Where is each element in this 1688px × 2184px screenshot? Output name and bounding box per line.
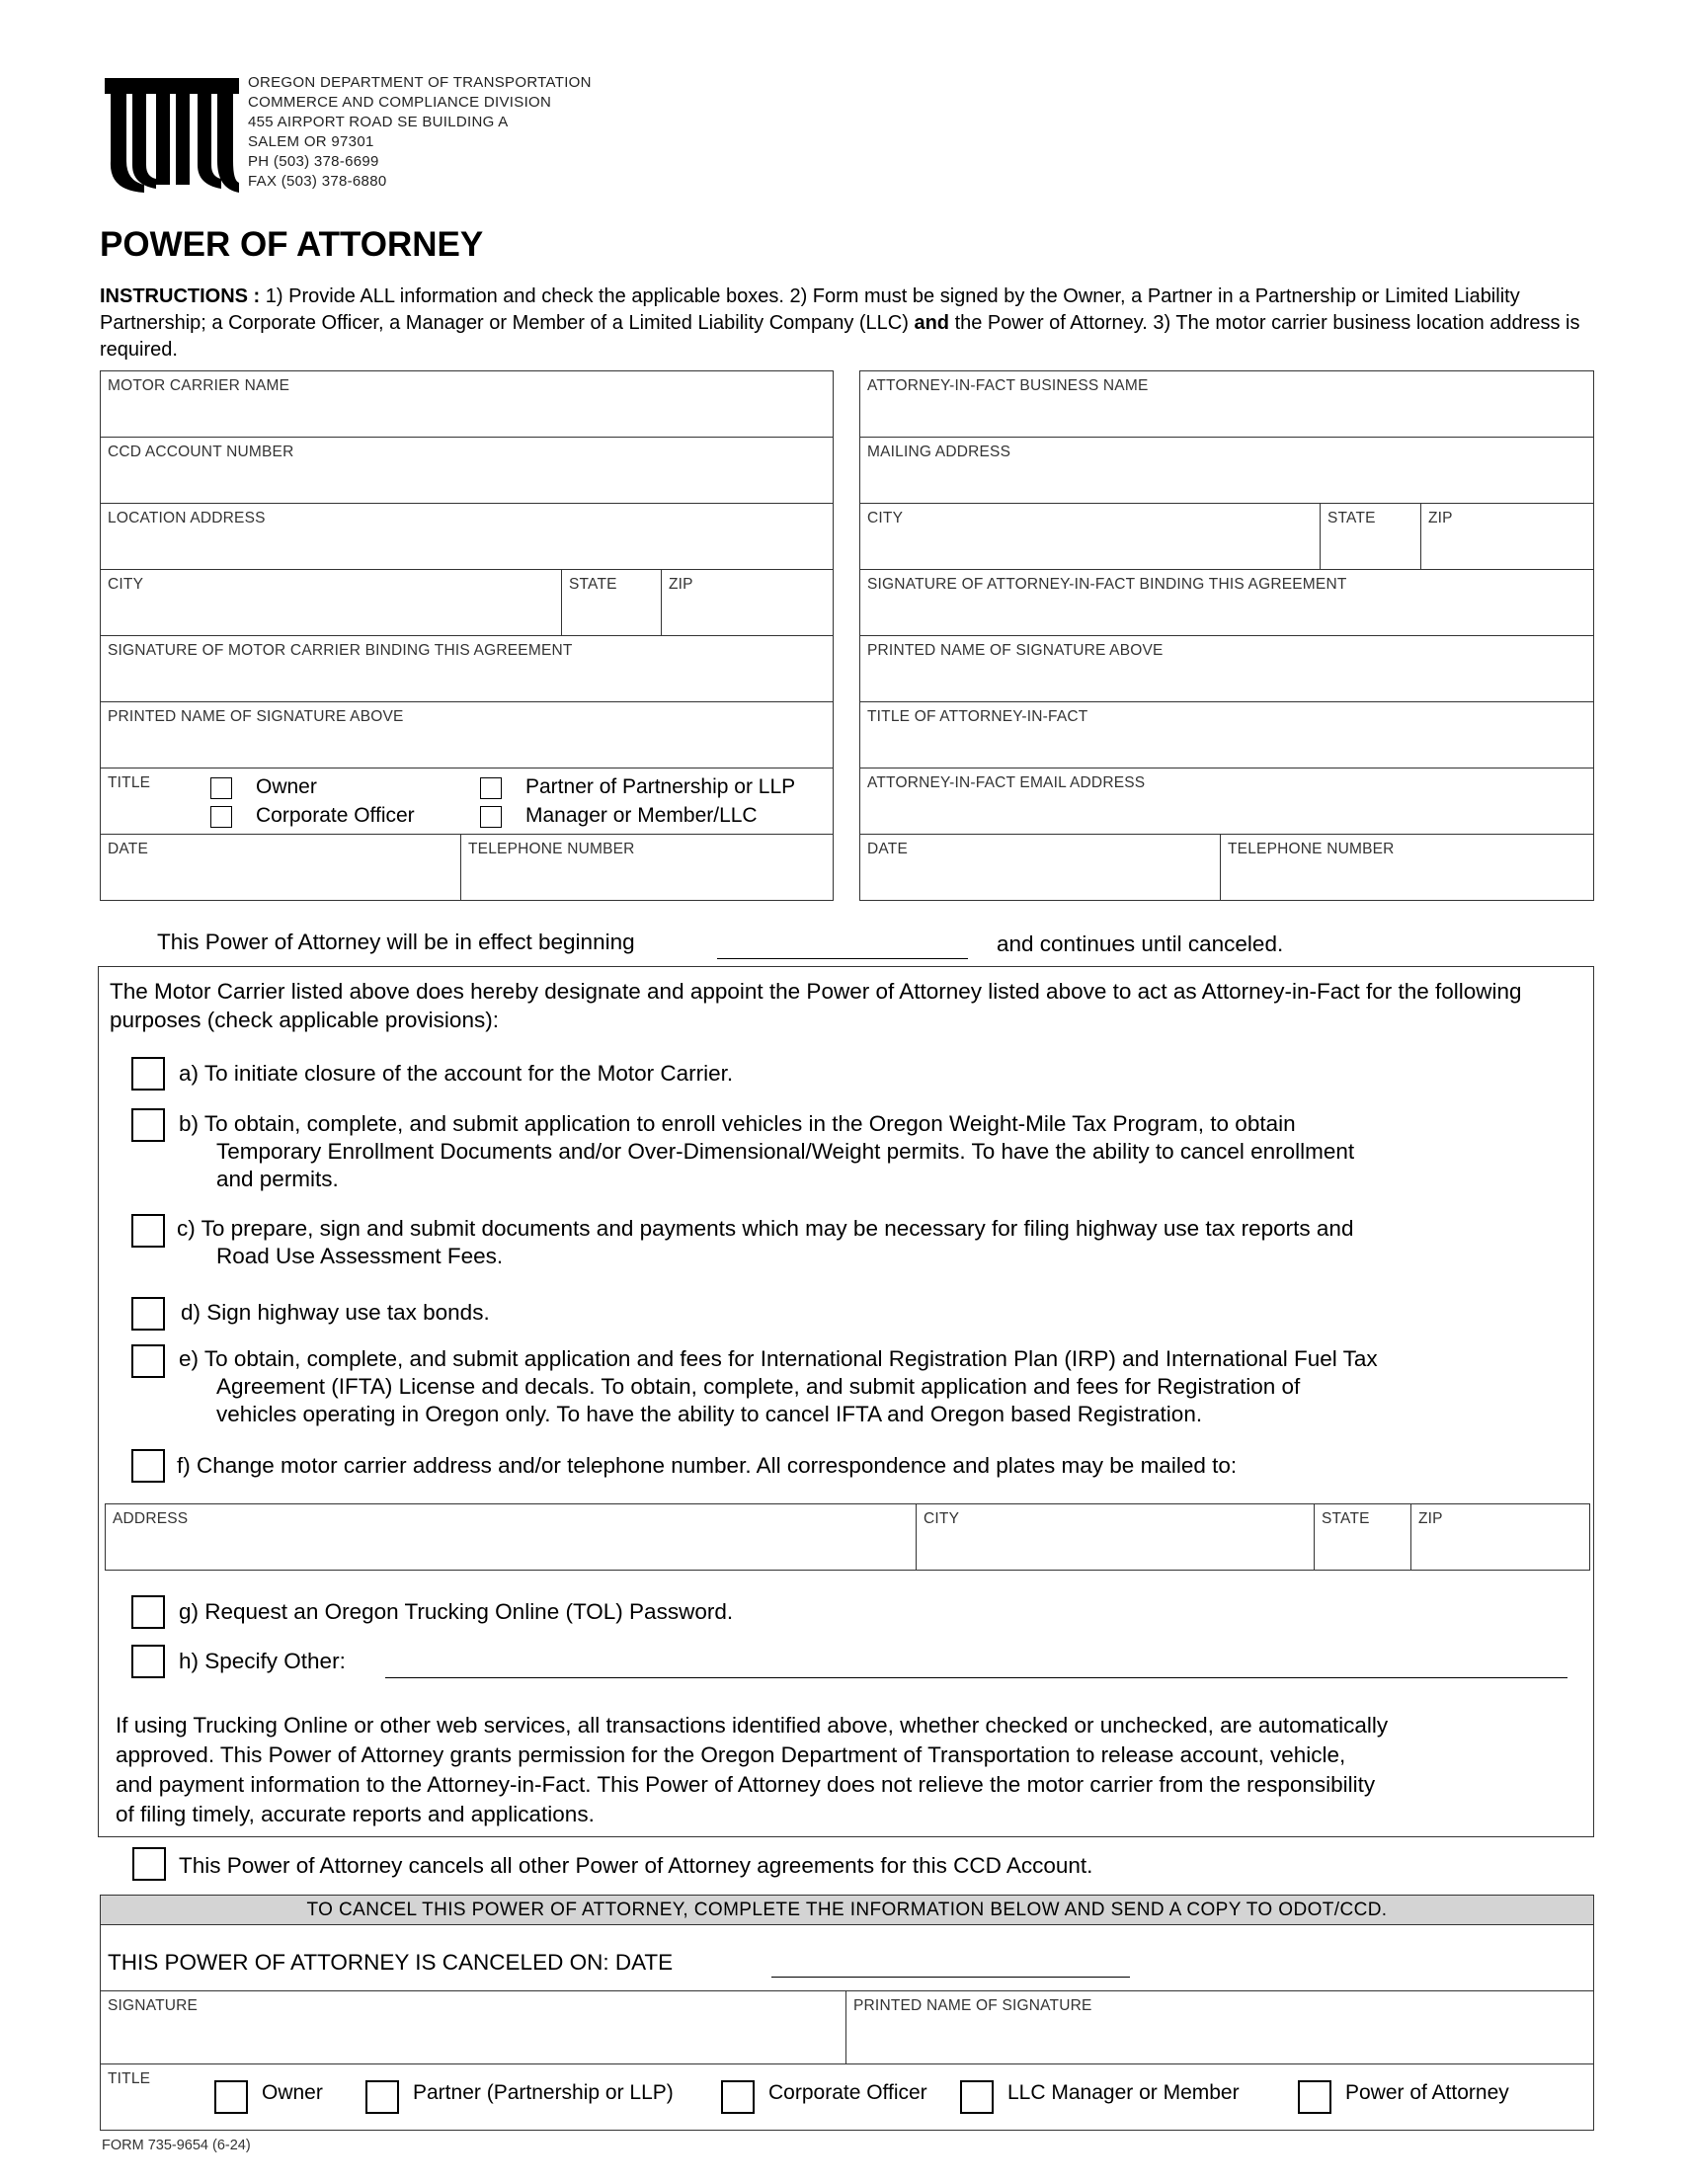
field-label: CCD ACCOUNT NUMBER — [108, 444, 294, 460]
carrier-telephone-field[interactable] — [460, 834, 834, 901]
odot-logo — [103, 74, 241, 198]
corporate-officer-checkbox[interactable] — [210, 806, 232, 828]
provision-h-checkbox[interactable] — [131, 1645, 165, 1678]
field-label: ZIP — [1418, 1510, 1443, 1527]
provision-b-checkbox[interactable] — [131, 1108, 165, 1142]
attorney-email-field[interactable] — [859, 768, 1594, 835]
provision-a-text: a) To initiate closure of the account for the Motor Carrier. — [179, 1061, 734, 1086]
cancel-date-input[interactable] — [771, 1951, 1130, 1978]
provision-c-checkbox[interactable] — [131, 1214, 165, 1248]
cancel-poa-checkbox[interactable] — [1298, 2080, 1331, 2114]
cancels-all-checkbox[interactable] — [132, 1847, 166, 1881]
agency-line: 455 AIRPORT ROAD SE BUILDING A — [248, 114, 509, 130]
instructions-and: and — [914, 312, 950, 334]
provision-g-checkbox[interactable] — [131, 1595, 165, 1629]
field-label: PRINTED NAME OF SIGNATURE ABOVE — [108, 708, 404, 725]
provision-f-text: f) Change motor carrier address and/or telephone number. All correspondence and plates may be mailed to: — [177, 1453, 1238, 1478]
effect-text-start: This Power of Attorney will be in effect beginning — [157, 930, 635, 954]
provision-c-line-2: Road Use Assessment Fees. — [216, 1244, 504, 1268]
field-label: TITLE OF ATTORNEY-IN-FACT — [867, 708, 1088, 725]
field-label: MOTOR CARRIER NAME — [108, 377, 290, 394]
effect-text-end: and continues until canceled. — [997, 931, 1284, 956]
partner-label: Partner of Partnership or LLP — [525, 775, 796, 798]
attorney-signature-field[interactable] — [859, 569, 1594, 636]
agency-line: SALEM OR 97301 — [248, 133, 374, 150]
ccd-account-number-field[interactable] — [100, 437, 834, 504]
designation-footer-line: and payment information to the Attorney-in-Fact. This Power of Attorney does not relieve the motor carrier from the responsibility — [116, 1772, 1376, 1797]
attorney-city-field[interactable] — [859, 503, 1321, 570]
provision-g-text: g) Request an Oregon Trucking Online (TOL) Password. — [179, 1599, 734, 1624]
manager-member-checkbox[interactable] — [480, 806, 502, 828]
provision-b-line-2: Temporary Enrollment Documents and/or Over-Dimensional/Weight permits. To have the ability to cancel enrollment — [216, 1139, 1355, 1164]
field-label: CITY — [108, 576, 144, 593]
field-label: ADDRESS — [113, 1510, 189, 1527]
cancel-title-row — [100, 2063, 1594, 2131]
agency-line: OREGON DEPARTMENT OF TRANSPORTATION — [248, 74, 592, 91]
attorney-telephone-field[interactable] — [1220, 834, 1594, 901]
field-label: SIGNATURE OF MOTOR CARRIER BINDING THIS AGREEMENT — [108, 642, 573, 659]
mailing-state-field[interactable] — [1314, 1503, 1411, 1571]
attorney-printed-name-field[interactable] — [859, 635, 1594, 702]
instructions-lead: INSTRUCTIONS : — [100, 285, 261, 307]
owner-label: Owner — [256, 775, 317, 798]
designation-intro: The Motor Carrier listed above does hereby designate and appoint the Power of Attorney listed above to act as Attorney-in-Fact for the following purposes (check applicable provisions): — [110, 979, 1522, 1032]
field-label: PRINTED NAME OF SIGNATURE ABOVE — [867, 642, 1164, 659]
field-label: STATE — [1327, 510, 1376, 526]
effect-date-input[interactable] — [717, 932, 968, 959]
instructions-text-1: 1) Provide ALL information and check the applicable boxes. 2) Form must be signed by the Owner, a Partner in a Partnership or Limited Liability Partnership; a Corporate Officer, a Manager or Member of a Limited Liability Company (LLC) — [100, 285, 1520, 334]
carrier-city-field[interactable] — [100, 569, 562, 636]
form-number: FORM 735-9654 (6-24) — [102, 2138, 251, 2153]
specify-other-input[interactable] — [385, 1652, 1567, 1678]
instructions-text-2: the Power of Attorney. 3) The motor carrier business location address is required. — [100, 312, 1580, 361]
field-label: PRINTED NAME OF SIGNATURE — [853, 1997, 1092, 2014]
instructions — [100, 283, 1601, 364]
cancel-date-row — [100, 1924, 1594, 1991]
provision-f-checkbox[interactable] — [131, 1449, 165, 1483]
mailing-zip-field[interactable] — [1410, 1503, 1590, 1571]
motor-carrier-name-field[interactable] — [100, 370, 834, 438]
cancel-printed-name-field[interactable] — [845, 1990, 1594, 2064]
attorney-title-field[interactable] — [859, 701, 1594, 768]
location-address-field[interactable] — [100, 503, 834, 570]
cancel-owner-label: Owner — [262, 2081, 323, 2104]
agency-line: COMMERCE AND COMPLIANCE DIVISION — [248, 94, 552, 111]
attorney-date-field[interactable] — [859, 834, 1221, 901]
provision-c-line-1: c) To prepare, sign and submit documents and payments which may be necessary for filing highway use tax reports and — [177, 1216, 1354, 1241]
cancel-corporate-officer-label: Corporate Officer — [768, 2081, 927, 2104]
owner-checkbox[interactable] — [210, 777, 232, 799]
agency-header — [248, 73, 592, 192]
field-label: TITLE — [108, 774, 151, 791]
carrier-printed-name-field[interactable] — [100, 701, 834, 768]
field-label: MAILING ADDRESS — [867, 444, 1011, 460]
cancels-all-text: This Power of Attorney cancels all other Power of Attorney agreements for this CCD Account. — [179, 1853, 1093, 1878]
attorney-state-field[interactable] — [1320, 503, 1421, 570]
agency-line: FAX (503) 378-6880 — [248, 173, 387, 190]
cancel-owner-checkbox[interactable] — [214, 2080, 248, 2114]
field-label: SIGNATURE OF ATTORNEY-IN-FACT BINDING THIS AGREEMENT — [867, 576, 1347, 593]
field-label: TELEPHONE NUMBER — [468, 841, 635, 857]
provision-e-line-3: vehicles operating in Oregon only. To have the ability to cancel IFTA and Oregon based Registration. — [216, 1402, 1203, 1426]
page-title: POWER OF ATTORNEY — [100, 225, 484, 264]
field-label: DATE — [867, 841, 908, 857]
corporate-officer-label: Corporate Officer — [256, 804, 415, 827]
field-label: STATE — [569, 576, 617, 593]
field-label: LOCATION ADDRESS — [108, 510, 266, 526]
carrier-title-field — [100, 768, 834, 835]
field-label: STATE — [1322, 1510, 1370, 1527]
field-label: TELEPHONE NUMBER — [1228, 841, 1395, 857]
carrier-date-field[interactable] — [100, 834, 461, 901]
attorney-zip-field[interactable] — [1420, 503, 1594, 570]
carrier-state-field[interactable] — [561, 569, 662, 636]
cancel-llc-label: LLC Manager or Member — [1007, 2081, 1240, 2104]
designation-footer-line: of filing timely, accurate reports and applications. — [116, 1802, 595, 1826]
field-label: ATTORNEY-IN-FACT BUSINESS NAME — [867, 377, 1149, 394]
attorney-mailing-address-field[interactable] — [859, 437, 1594, 504]
cancel-partner-checkbox[interactable] — [365, 2080, 399, 2114]
cancel-signature-field[interactable] — [100, 1990, 846, 2064]
provision-h-text: h) Specify Other: — [179, 1649, 346, 1673]
mailing-city-field[interactable] — [916, 1503, 1315, 1571]
field-label: CITY — [924, 1510, 960, 1527]
field-label: ZIP — [1428, 510, 1453, 526]
field-label: ZIP — [669, 576, 693, 593]
designation-footer-line: approved. This Power of Attorney grants permission for the Oregon Department of Transportation to release account, vehicle, — [116, 1742, 1346, 1767]
cancel-banner: TO CANCEL THIS POWER OF ATTORNEY, COMPLETE THE INFORMATION BELOW AND SEND A COPY TO ODOT/CCD. — [100, 1895, 1594, 1925]
cancel-date-label: THIS POWER OF ATTORNEY IS CANCELED ON: DATE — [108, 1950, 674, 1975]
field-label: SIGNATURE — [108, 1997, 199, 2014]
provision-b-line-3: and permits. — [216, 1167, 339, 1191]
provision-a-checkbox[interactable] — [131, 1057, 165, 1091]
manager-member-label: Manager or Member/LLC — [525, 804, 758, 827]
cancel-corporate-officer-checkbox[interactable] — [721, 2080, 755, 2114]
cancel-poa-label: Power of Attorney — [1345, 2081, 1509, 2104]
attorney-business-name-field[interactable] — [859, 370, 1594, 438]
provision-e-line-1: e) To obtain, complete, and submit application and fees for International Registration Plan (IRP) and International Fuel Tax — [179, 1346, 1378, 1371]
field-label: TITLE — [108, 2070, 151, 2087]
carrier-zip-field[interactable] — [661, 569, 834, 636]
designation-footer-line: If using Trucking Online or other web services, all transactions identified above, whether checked or unchecked, are automatically — [116, 1713, 1389, 1738]
cancel-partner-label: Partner (Partnership or LLP) — [413, 2081, 674, 2104]
provision-b-line-1: b) To obtain, complete, and submit application to enroll vehicles in the Oregon Weight-Mile Tax Program, to obtain — [179, 1111, 1296, 1136]
carrier-signature-field[interactable] — [100, 635, 834, 702]
field-label: CITY — [867, 510, 904, 526]
field-label: ATTORNEY-IN-FACT EMAIL ADDRESS — [867, 774, 1146, 791]
partner-checkbox[interactable] — [480, 777, 502, 799]
provision-e-checkbox[interactable] — [131, 1344, 165, 1378]
cancel-llc-checkbox[interactable] — [960, 2080, 994, 2114]
mailing-address-field[interactable] — [105, 1503, 917, 1571]
field-label: DATE — [108, 841, 148, 857]
provision-d-checkbox[interactable] — [131, 1297, 165, 1331]
provision-e-line-2: Agreement (IFTA) License and decals. To obtain, complete, and submit application and fees for Registration of — [216, 1374, 1301, 1399]
provision-d-text: d) Sign highway use tax bonds. — [181, 1300, 490, 1325]
agency-line: PH (503) 378-6699 — [248, 153, 379, 170]
